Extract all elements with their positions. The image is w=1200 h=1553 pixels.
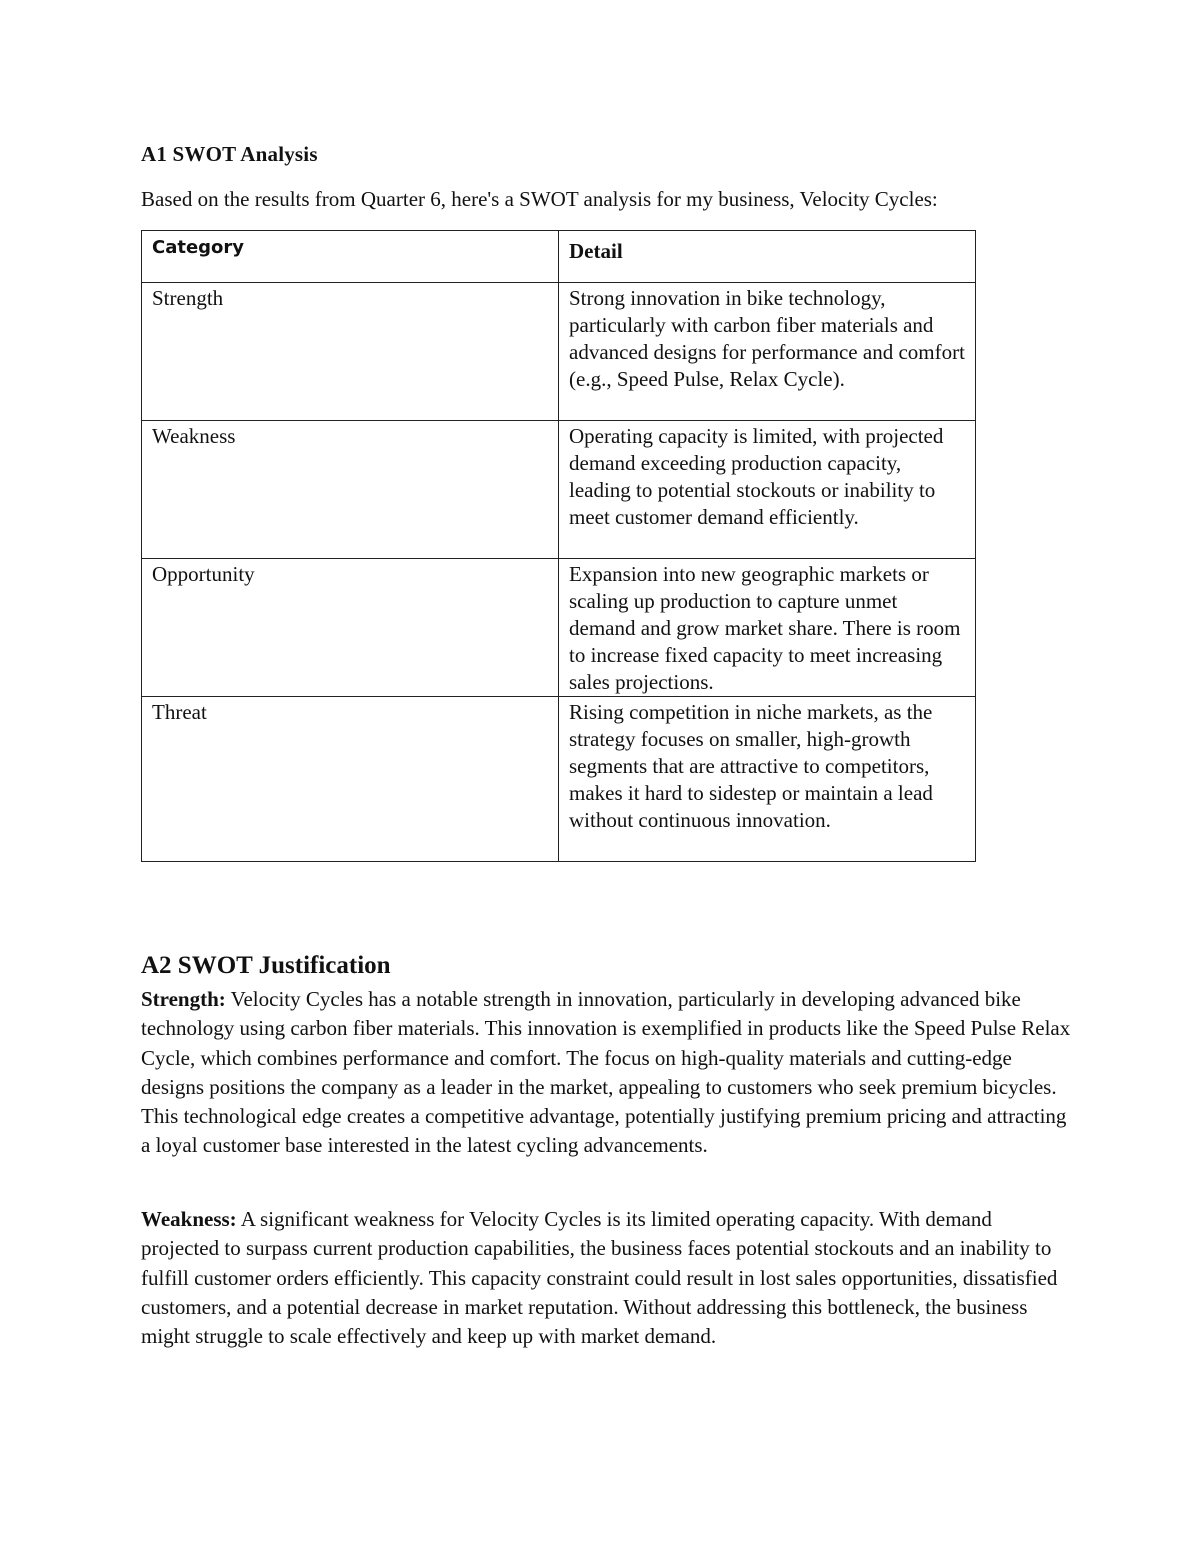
row-category-opportunity: Opportunity <box>142 559 559 697</box>
header-detail-label: Detail <box>569 239 623 263</box>
justification-paragraph-strength <box>141 985 1071 1161</box>
row-category-strength: Strength <box>142 283 559 421</box>
section-a1-intro: Based on the results from Quarter 6, here's a SWOT analysis for my business, Velocity Cycles: <box>141 187 938 211</box>
table-row <box>142 559 976 697</box>
header-cell-category <box>142 231 559 283</box>
paragraph-label-strength: Strength: <box>141 987 226 1011</box>
swot-table <box>141 230 976 862</box>
paragraph-text-weakness: A significant weakness for Velocity Cycles is its limited operating capacity. With demand projected to surpass current production capabilities, the business faces potential stockouts and an inability to fulfill customer orders efficiently. This capacity constraint could result in lost sales opportunities, dissatisfied customers, and a potential decrease in market reputation. Without addressing this bottleneck, the business might struggle to scale effectively and keep up with market demand. <box>141 1207 1058 1349</box>
table-row <box>142 421 976 559</box>
justification-paragraph-weakness <box>141 1205 1071 1351</box>
table-row <box>142 697 976 862</box>
row-detail-opportunity: Expansion into new geographic markets or scaling up production to capture unmet demand and grow market share. There is room to increase fixed capacity to meet increasing sales projections. <box>559 559 976 697</box>
paragraph-label-weakness: Weakness: <box>141 1207 237 1231</box>
row-detail-weakness: Operating capacity is limited, with projected demand exceeding production capacity, leading to potential stockouts or inability to meet customer demand efficiently. <box>559 421 976 559</box>
row-category-threat: Threat <box>142 697 559 862</box>
header-category-label: Category <box>152 237 245 258</box>
table-row <box>142 283 976 421</box>
section-a1-heading: A1 SWOT Analysis <box>141 142 318 166</box>
table-header-row <box>142 231 976 283</box>
row-detail-threat: Rising competition in niche markets, as the strategy focuses on smaller, high-growth segments that are attractive to competitors, makes it hard to sidestep or maintain a lead without continuous innovation. <box>559 697 976 862</box>
row-detail-strength: Strong innovation in bike technology, particularly with carbon fiber materials and advanced designs for performance and comfort (e.g., Speed Pulse, Relax Cycle). <box>559 283 976 421</box>
paragraph-text-strength: Velocity Cycles has a notable strength in innovation, particularly in developing advanced bike technology using carbon fiber materials. This innovation is exemplified in products like the Speed Pulse Relax Cycle, which combines performance and comfort. The focus on high-quality materials and cutting-edge designs positions the company as a leader in the market, appealing to customers who seek premium bicycles. This technological edge creates a competitive advantage, potentially justifying premium pricing and attracting a loyal customer base interested in the latest cycling advancements. <box>141 987 1071 1158</box>
row-category-weakness: Weakness <box>142 421 559 559</box>
section-a2-heading: A2 SWOT Justification <box>141 952 391 979</box>
header-cell-detail <box>559 231 976 283</box>
